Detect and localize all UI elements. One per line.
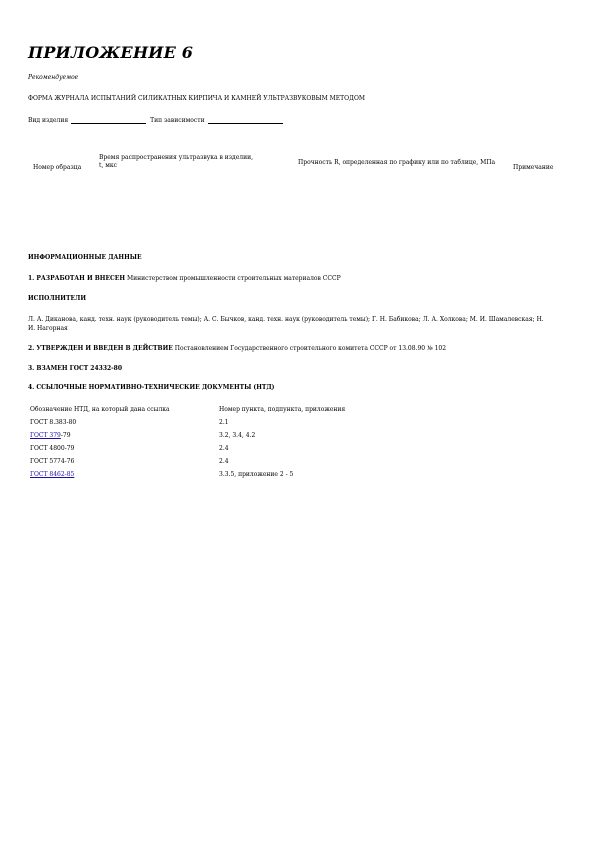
product-type-label: Вид изделия: [28, 117, 69, 124]
col-ultrasound-time-line2: t, мкс: [99, 162, 118, 169]
ref-row-item: 2.4: [219, 458, 229, 465]
ref-row-doc: [30, 445, 74, 452]
ref-row-doc: [30, 419, 76, 426]
ref-row-item: 2.1: [219, 419, 229, 426]
ref-header-item: Номер пункта, подпункта, приложения: [219, 406, 346, 413]
info-item-4: 4. ССЫЛОЧНЫЕ НОРМАТИВНО-ТЕХНИЧЕСКИЕ ДОКУМЕНТЫ (НТД): [28, 384, 275, 391]
info-item-2-bold: 2. УТВЕРЖДЕН И ВВЕДЕН В ДЕЙСТВИЕ: [28, 345, 173, 352]
col-sample-number: Номер образца: [33, 164, 82, 171]
ref-doc-text: -79: [60, 432, 71, 439]
ref-doc-text: ГОСТ 4800-79: [30, 445, 75, 452]
ref-doc-link[interactable]: ГОСТ 379: [30, 432, 61, 439]
col-note: Примечание: [513, 164, 554, 171]
info-title: ИНФОРМАЦИОННЫЕ ДАННЫЕ: [28, 254, 142, 261]
ref-doc-link[interactable]: ГОСТ 8462-85: [30, 471, 75, 478]
col-ultrasound-time-line1: Время распространения ультразвука в изделии,: [99, 154, 254, 161]
ref-row-item: 3.3.5, приложение 2 - 5: [219, 471, 294, 478]
product-type-blank: [71, 116, 146, 124]
info-item-1: [28, 274, 548, 283]
ref-doc-text: ГОСТ 5774-76: [30, 458, 75, 465]
ref-row-doc: [30, 432, 71, 439]
recommended-label: Рекомендуемое: [28, 74, 79, 81]
ref-row-item: 3.2, 3.4, 4.2: [219, 432, 256, 439]
ref-row-doc: [30, 471, 74, 478]
col-strength: Прочность R, определенная по графику или по таблице, МПа: [298, 159, 496, 166]
ref-row-doc: [30, 458, 74, 465]
executors-title: ИСПОЛНИТЕЛИ: [28, 295, 86, 302]
dependency-type-label: Тип зависимости: [150, 117, 205, 124]
ref-doc-text: ГОСТ 8.383-80: [30, 419, 77, 426]
form-fields: [28, 116, 287, 124]
info-item-1-text: Министерством промышленности строительных материалов СССР: [125, 275, 341, 282]
info-item-1-bold: 1. РАЗРАБОТАН И ВНЕСЕН: [28, 275, 126, 282]
col-ultrasound-time: [99, 154, 269, 170]
dependency-type-blank: [208, 116, 283, 124]
form-title: ФОРМА ЖУРНАЛА ИСПЫТАНИЙ СИЛИКАТНЫХ КИРПИЧА И КАМНЕЙ УЛЬТРАЗВУКОВЫМ МЕТОДОМ: [28, 95, 366, 102]
info-item-2-text: Постановлением Государственного строительного комитета СССР от 13.08.90 № 102: [172, 345, 447, 352]
executors-list: Л. А. Диканова, канд. техн. наук (руководитель темы); А. С. Бычков, канд. техн. наук (руководитель темы); Г. Н. Бабикова; Л. А. Холкова; М. И. Шамалевская; Н. И. Нагорная: [28, 316, 544, 332]
appendix-heading: ПРИЛОЖЕНИЕ 6: [28, 43, 194, 62]
info-item-2: [28, 344, 548, 353]
ref-row-item: 2.4: [219, 445, 229, 452]
ref-header-doc: Обозначение НТД, на который дана ссылка: [30, 406, 170, 413]
info-item-3: 3. ВЗАМЕН ГОСТ 24332-80: [28, 365, 123, 372]
